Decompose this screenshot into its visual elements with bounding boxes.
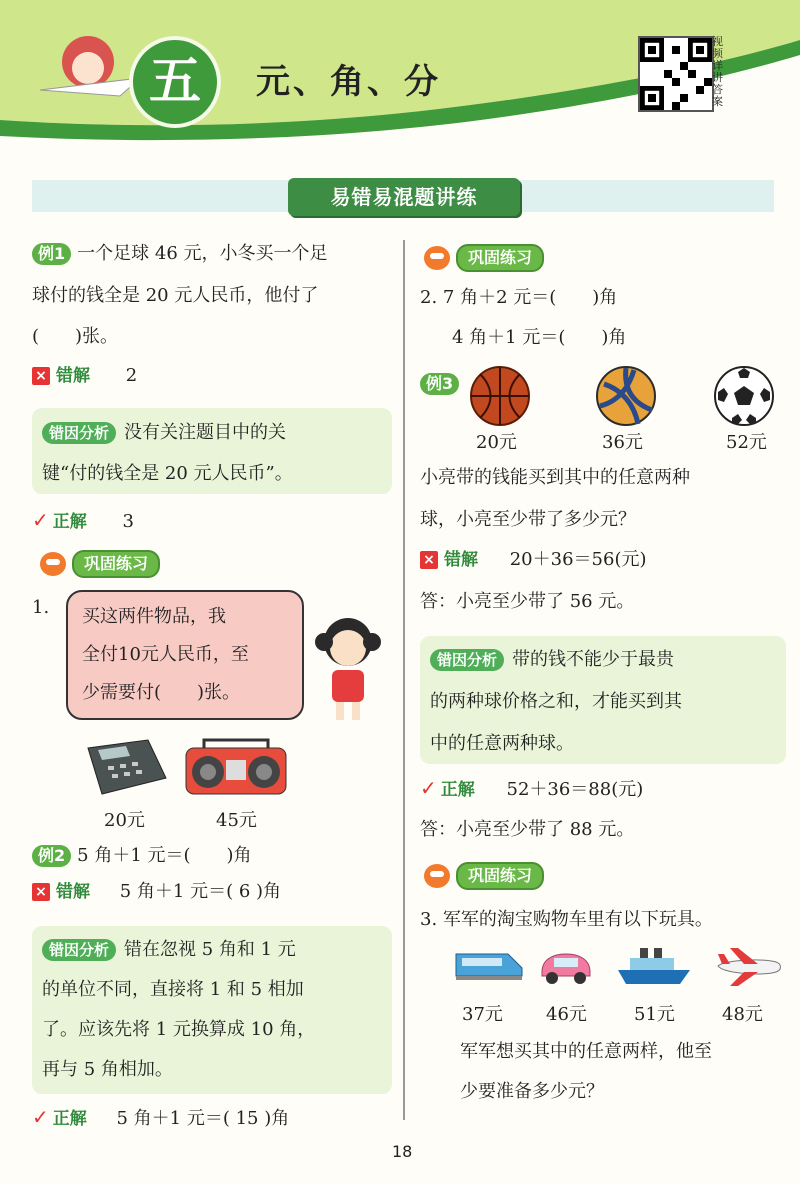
wrong-value: 2 — [125, 365, 138, 386]
analysis-text: 再与 5 角相加。 — [42, 1059, 173, 1080]
item-price: 45元 — [216, 810, 257, 831]
example-3-tag-wrap — [420, 370, 465, 398]
wrong-answer-2 — [32, 878, 281, 906]
question-number: 1. — [32, 597, 50, 618]
correct-answer-1 — [32, 506, 134, 536]
practice-badge: 巩固练习 — [456, 244, 544, 272]
analysis-tag: 错因分析 — [430, 649, 504, 671]
ball-price: 36元 — [602, 432, 643, 453]
question-2-line: 2. 7 角＋2 元＝( )角 — [420, 287, 618, 308]
analysis-line — [42, 419, 286, 447]
qr-code-icon[interactable] — [638, 36, 714, 112]
mascot-icon — [424, 864, 450, 888]
wrong-value: 5 角＋1 元＝( 6 )角 — [119, 881, 282, 902]
ball-price: 20元 — [476, 432, 517, 453]
wrong-label: 错解 — [56, 882, 90, 902]
toy-price: 46元 — [546, 1004, 587, 1025]
ball-price: 52元 — [726, 432, 767, 453]
wrong-answer-3 — [420, 546, 647, 574]
practice-badge: 巩固练习 — [456, 862, 544, 890]
radio-icon — [184, 738, 288, 796]
toy-price: 37元 — [462, 1004, 503, 1025]
example-text: ( )张。 — [32, 326, 119, 347]
toy-train-icon — [452, 946, 524, 986]
practice-badge: 巩固练习 — [72, 550, 160, 578]
analysis-text: 带的钱不能少于最贵 — [512, 649, 675, 670]
analysis-text: 的单位不同，直接将 1 和 5 相加 — [42, 979, 304, 1000]
example-2 — [32, 842, 252, 870]
check-icon: ✓ — [420, 776, 437, 800]
girl-illustration — [312, 612, 384, 722]
analysis-tag: 错因分析 — [42, 939, 116, 961]
correct-value: 52＋36＝88(元) — [506, 779, 644, 800]
toy-car-icon — [536, 948, 596, 986]
wrong-value: 20＋36＝56(元) — [509, 549, 647, 570]
correct-label: 正解 — [440, 780, 475, 800]
mascot-icon — [424, 246, 450, 270]
check-icon: ✓ — [32, 1105, 49, 1129]
section-title: 易错易混题讲练 — [288, 178, 520, 216]
basketball-icon — [468, 364, 532, 428]
check-icon: ✓ — [32, 508, 49, 532]
wrong-answer-sentence: 答：小亮至少带了 56 元。 — [420, 591, 635, 612]
x-mark-icon: × — [420, 551, 438, 569]
mascot-icon — [40, 552, 66, 576]
toy-airplane-icon — [714, 944, 784, 988]
speech-text: 买这两件物品，我 全付10元人民币，至 少需要付( )张。 — [82, 606, 249, 703]
example-1 — [32, 240, 328, 268]
chapter-title: 元、角、分 — [256, 62, 441, 102]
correct-answer-2 — [32, 1103, 289, 1133]
example-tag: 例3 — [420, 373, 459, 395]
example-tag: 例1 — [32, 243, 71, 265]
wrong-label: 错解 — [444, 550, 478, 570]
example-3-text: 小亮带的钱能买到其中的任意两种 — [420, 467, 690, 488]
page-number: 18 — [392, 1142, 413, 1161]
analysis-line — [430, 646, 674, 674]
example-text: 一个足球 46 元，小冬买一个足 — [77, 243, 328, 264]
wrong-label: 错解 — [56, 366, 90, 386]
analysis-text: 的两种球价格之和，才能买到其 — [430, 691, 682, 712]
correct-label: 正解 — [52, 1109, 87, 1129]
column-divider — [403, 240, 405, 1120]
analysis-text: 中的任意两种球。 — [430, 733, 574, 754]
question-3-line: 3. 军军的淘宝购物车里有以下玩具。 — [420, 909, 713, 930]
correct-answer-3 — [420, 774, 643, 804]
example-text: 球付的钱全是 20 元人民币，他付了 — [32, 285, 319, 306]
qr-label: 视频详讲答案 — [712, 35, 723, 108]
wrong-answer-1 — [32, 362, 137, 390]
chapter-number: 五 — [133, 40, 217, 124]
example-text: 5 角＋1 元＝( )角 — [77, 845, 252, 866]
example-tag: 例2 — [32, 845, 71, 867]
volleyball-icon — [594, 364, 658, 428]
correct-value: 5 角＋1 元＝( 15 )角 — [116, 1108, 290, 1129]
analysis-text: 错在忽视 5 角和 1 元 — [124, 939, 296, 960]
correct-label: 正解 — [52, 512, 87, 532]
analysis-text: 键“付的钱全是 20 元人民币”。 — [42, 463, 293, 484]
x-mark-icon: × — [32, 367, 50, 385]
analysis-tag: 错因分析 — [42, 422, 116, 444]
question-2-line: 4 角＋1 元＝( )角 — [452, 327, 627, 348]
analysis-text: 没有关注题目中的关 — [124, 422, 287, 443]
soccer-ball-icon — [712, 364, 776, 428]
question-3-line: 军军想买其中的任意两样，他至 — [460, 1041, 712, 1062]
toy-ship-icon — [616, 944, 692, 986]
calculator-icon — [78, 738, 168, 798]
x-mark-icon: × — [32, 883, 50, 901]
analysis-text: 了。应该先将 1 元换算成 10 角， — [42, 1019, 316, 1040]
question-3-line: 少要准备多少元？ — [460, 1081, 604, 1102]
example-3-text: 球，小亮至少带了多少元？ — [420, 509, 636, 530]
toy-price: 51元 — [634, 1004, 675, 1025]
analysis-line — [42, 936, 296, 964]
item-price: 20元 — [104, 810, 145, 831]
correct-value: 3 — [122, 511, 134, 532]
correct-answer-sentence: 答：小亮至少带了 88 元。 — [420, 819, 635, 840]
toy-price: 48元 — [722, 1004, 763, 1025]
